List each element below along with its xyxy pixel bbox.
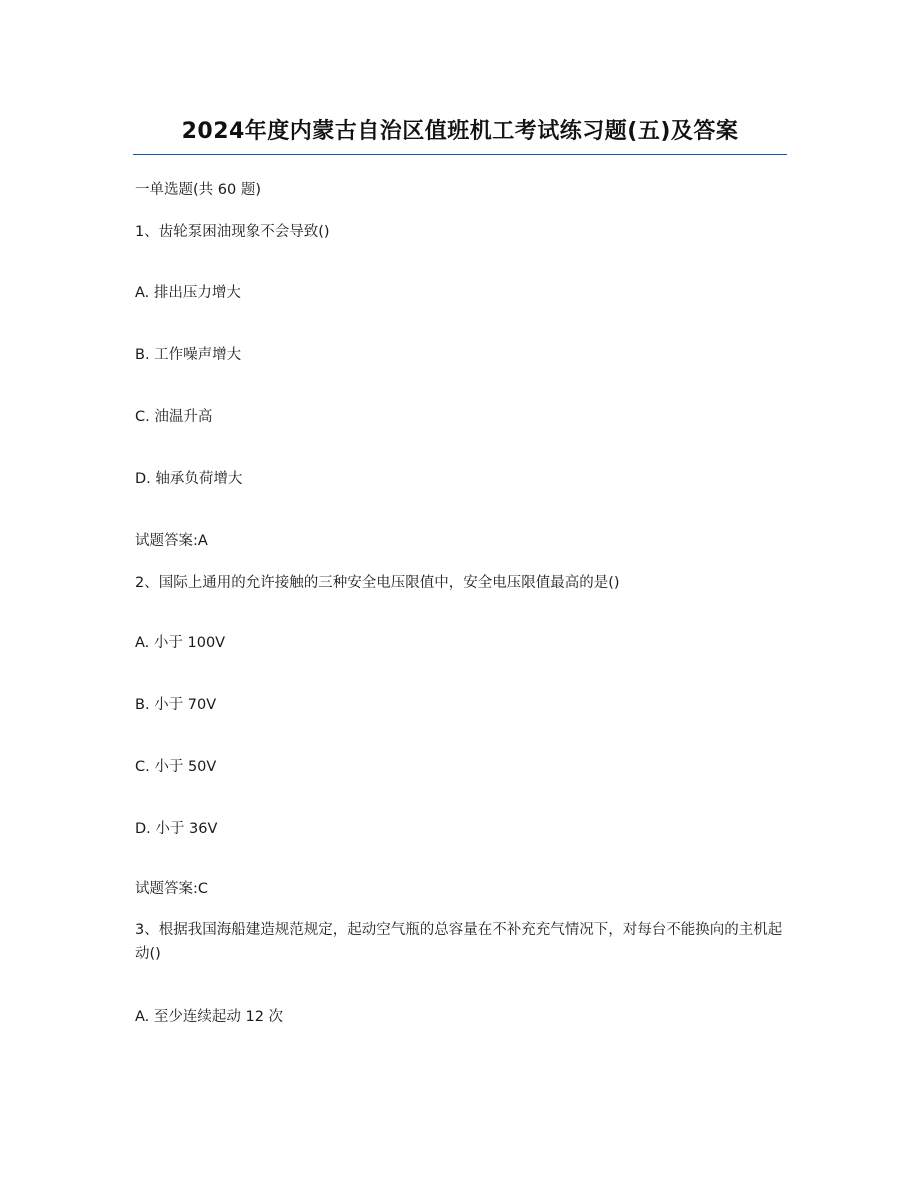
question-1-option-b: B. 工作噪声增大 [135,347,242,363]
question-1-option-a: A. 排出压力增大 [135,285,241,301]
question-1-option-c: C. 油温升高 [135,409,213,425]
question-3-stem: 3、根据我国海船建造规范规定，起动空气瓶的总容量在不补充充气情况下，对每台不能换向的主机起动() [135,922,783,962]
question-1-stem: 1、齿轮泵困油现象不会导致() [135,224,330,240]
question-2-option-c: C. 小于 50V [135,759,217,775]
question-2-stem: 2、国际上通用的允许接触的三种安全电压限值中，安全电压限值最高的是() [135,575,620,591]
question-1-answer: 试题答案:A [135,533,208,549]
section-heading: 一单选题(共 60 题) [135,182,261,198]
title-underline [133,154,787,155]
document-title: 2024年度内蒙古自治区值班机工考试练习题(五)及答案 [181,119,739,144]
question-2-option-d: D. 小于 36V [135,821,218,837]
question-2-option-a: A. 小于 100V [135,635,226,651]
question-1-option-d: D. 轴承负荷增大 [135,471,243,487]
question-2-answer: 试题答案:C [135,881,209,897]
question-2-option-b: B. 小于 70V [135,697,217,713]
question-3-option-a: A. 至少连续起动 12 次 [135,1009,284,1025]
